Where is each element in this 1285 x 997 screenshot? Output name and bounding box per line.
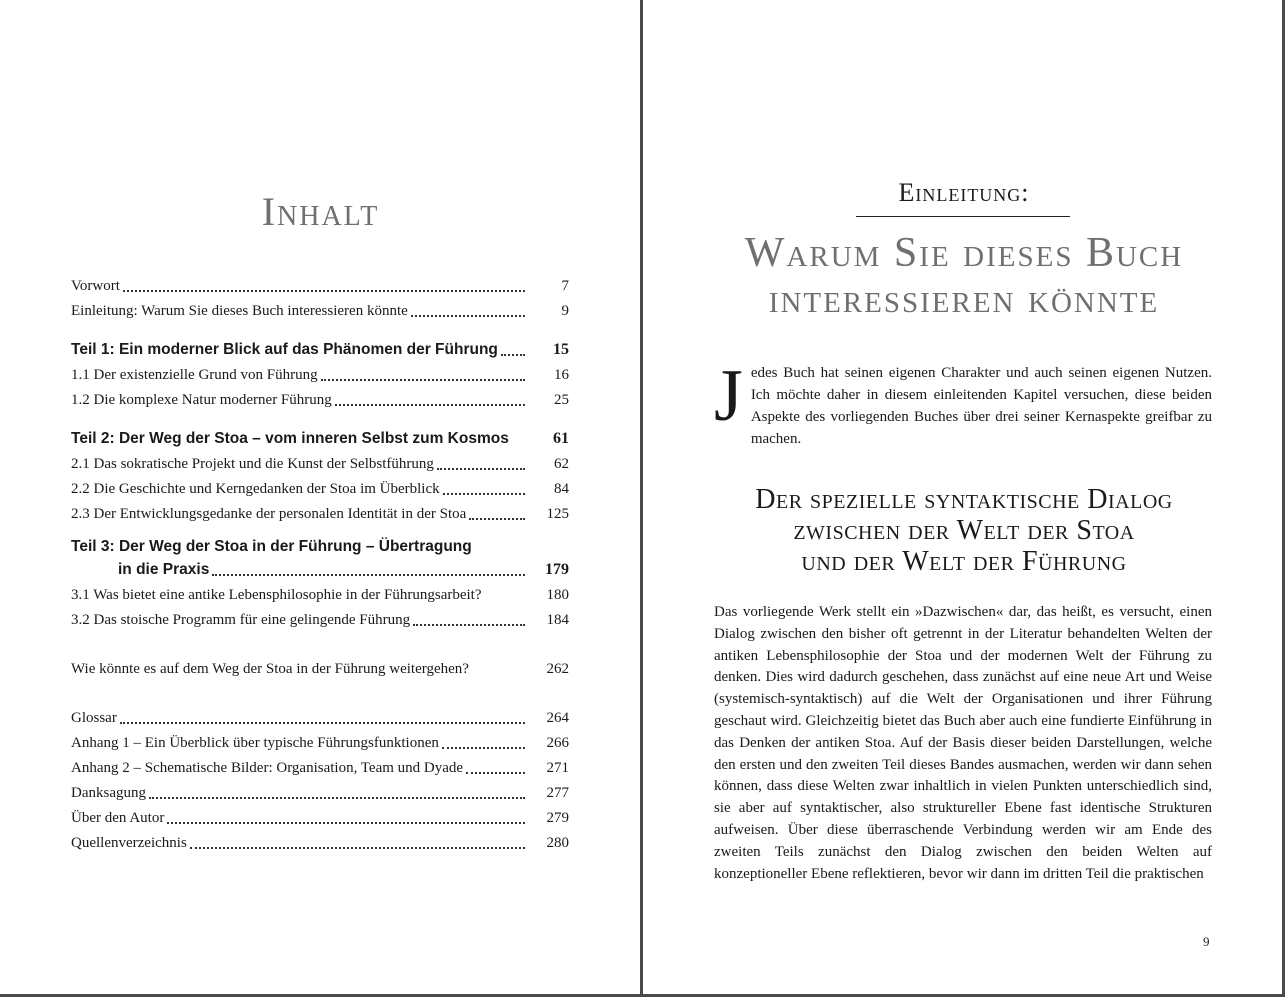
toc-entry-page: 15 bbox=[553, 341, 569, 358]
right-page bbox=[643, 0, 1285, 994]
section-title-line-1: Der spezielle syntaktische Dialog bbox=[755, 484, 1173, 515]
toc-entry-label: 2.1 Das sokratische Projekt und die Kunst der Selbstführung bbox=[71, 456, 434, 472]
chapter-title-line-1: Warum Sie dieses Buch bbox=[744, 230, 1184, 276]
section-title-line-3: und der Welt der Führung bbox=[801, 546, 1127, 577]
book-gutter bbox=[640, 0, 643, 997]
page-number: 9 bbox=[1203, 934, 1210, 949]
toc-entry-page: 280 bbox=[546, 835, 569, 851]
toc-entry-label: Wie könnte es auf dem Weg der Stoa in der Führung weitergehen? bbox=[71, 661, 469, 677]
toc-entry-teil-2[interactable] bbox=[71, 423, 569, 448]
toc-leader-dots bbox=[123, 276, 525, 292]
left-page bbox=[0, 0, 641, 994]
toc-leader-dots bbox=[443, 479, 525, 495]
chapter-title bbox=[643, 230, 1285, 322]
toc-entry-page: 9 bbox=[561, 303, 569, 319]
toc-leader-dots bbox=[472, 661, 525, 675]
toc-entry-1-1[interactable] bbox=[71, 359, 569, 384]
toc-entry-page: 125 bbox=[546, 506, 569, 522]
drop-cap: J bbox=[714, 355, 743, 437]
toc-entry-label: Anhang 1 – Ein Überblick über typische Führungsfunktionen bbox=[71, 735, 439, 751]
toc-entry-page: 271 bbox=[546, 760, 569, 776]
toc-entry-page: 7 bbox=[561, 278, 569, 294]
toc-entry-2-1[interactable] bbox=[71, 448, 569, 473]
toc-entry-teil-1[interactable] bbox=[71, 334, 569, 359]
toc-entry-label: Anhang 2 – Schematische Bilder: Organisation, Team und Dyade bbox=[71, 760, 464, 776]
toc-entry-2-3[interactable] bbox=[71, 498, 569, 523]
toc-leader-dots bbox=[413, 610, 525, 626]
toc-entry-ausblick[interactable] bbox=[71, 653, 569, 678]
toc-entry-page: 180 bbox=[546, 587, 569, 603]
toc-leader-dots bbox=[512, 431, 525, 445]
toc-entry-label: 2.2 Die Geschichte und Kerngedanken der Stoa im Überblick bbox=[71, 481, 440, 497]
toc-entry-anhang-2[interactable] bbox=[71, 752, 569, 777]
toc-entry-3-1[interactable] bbox=[71, 579, 569, 604]
toc-part-label: Teil 1: Ein moderner Blick auf das Phänomen der Führung bbox=[71, 341, 498, 358]
toc-entry-page: 266 bbox=[546, 735, 569, 751]
toc-entry-danksagung[interactable] bbox=[71, 777, 569, 802]
intro-paragraph bbox=[714, 355, 1212, 450]
toc-entry-label: 3.1 Was bietet eine antike Lebensphilosophie in der Führungsarbeit? bbox=[71, 587, 482, 603]
chapter-rule bbox=[856, 216, 1070, 217]
toc-leader-dots bbox=[485, 587, 526, 601]
toc-entry-label: Einleitung: Warum Sie dieses Buch interessieren könnte bbox=[71, 303, 408, 319]
toc-entry-label: Über den Autor bbox=[71, 810, 165, 826]
toc-entry-page: 262 bbox=[546, 661, 569, 677]
toc-entry-quellen[interactable] bbox=[71, 827, 569, 852]
toc-entry-label: Danksagung bbox=[71, 785, 146, 801]
table-of-contents bbox=[71, 270, 569, 852]
toc-entry-page: 25 bbox=[554, 392, 569, 408]
toc-entry-label: Quellenverzeichnis bbox=[71, 835, 187, 851]
toc-entry-label: 2.3 Der Entwicklungsgedanke der personalen Identität in der Stoa bbox=[71, 506, 467, 522]
toc-entry-2-2[interactable] bbox=[71, 473, 569, 498]
toc-leader-dots bbox=[335, 390, 525, 406]
toc-entry-page: 264 bbox=[546, 710, 569, 726]
toc-leader-dots bbox=[321, 365, 525, 381]
toc-entry-page: 84 bbox=[554, 481, 569, 497]
toc-entry-page: 277 bbox=[546, 785, 569, 801]
toc-entry-label: 1.1 Der existenzielle Grund von Führung bbox=[71, 367, 318, 383]
toc-leader-dots bbox=[120, 708, 525, 724]
toc-entry-einleitung[interactable] bbox=[71, 295, 569, 320]
section-title-line-2: zwischen der Welt der Stoa bbox=[793, 515, 1135, 546]
toc-leader-dots bbox=[212, 560, 525, 576]
toc-leader-dots bbox=[167, 808, 525, 824]
chapter-title-line-2: interessieren könnte bbox=[768, 276, 1160, 322]
toc-leader-dots bbox=[442, 733, 525, 749]
toc-entry-page: 62 bbox=[554, 456, 569, 472]
toc-entry-page: 179 bbox=[545, 561, 569, 578]
toc-entry-anhang-1[interactable] bbox=[71, 727, 569, 752]
toc-entry-3-2[interactable] bbox=[71, 604, 569, 629]
toc-entry-page: 16 bbox=[554, 367, 569, 383]
toc-leader-dots bbox=[466, 758, 525, 774]
section-title bbox=[643, 484, 1285, 577]
toc-entry-vorwort[interactable] bbox=[71, 270, 569, 295]
toc-title: Inhalt bbox=[261, 189, 380, 234]
toc-leader-dots bbox=[411, 301, 525, 317]
toc-leader-dots bbox=[469, 504, 525, 520]
toc-entry-autor[interactable] bbox=[71, 802, 569, 827]
toc-entry-teil-3[interactable] bbox=[71, 537, 569, 579]
toc-entry-1-2[interactable] bbox=[71, 384, 569, 409]
toc-leader-dots bbox=[190, 833, 525, 849]
toc-part-label: Teil 2: Der Weg der Stoa – vom inneren Selbst zum Kosmos bbox=[71, 430, 509, 447]
toc-leader-dots bbox=[149, 783, 525, 799]
toc-part-label: Teil 3: Der Weg der Stoa in der Führung – Übertragung bbox=[71, 538, 472, 555]
toc-leader-dots bbox=[501, 340, 525, 356]
toc-entry-label: 1.2 Die komplexe Natur moderner Führung bbox=[71, 392, 332, 408]
toc-entry-label: Glossar bbox=[71, 710, 117, 726]
toc-entry-label: Vorwort bbox=[71, 278, 120, 294]
toc-entry-label: 3.2 Das stoische Programm für eine gelingende Führung bbox=[71, 612, 411, 628]
toc-entry-page: 61 bbox=[553, 430, 569, 447]
body-paragraph: Das vorliegende Werk stellt ein »Dazwischen« dar, das heißt, es versucht, einen Dialog zwischen den bisher oft getrennt in der Literatur behandelten Welten der antiken Lebensphilosophie der Stoa und der modernen Welt der Führung zu denken. Dies wird dadurch geschehen, dass zunächst auf eine neue Art und Weise (systemisch-syntaktisch) auf die Welt der Organisationen und ihrer Führung geschaut wird. Gleichzeitig bietet das Buch aber auch eine fundierte Einführung in das Denken der antiken Stoa. Auf der Basis dieser beiden Darstellungen, welche den ersten und den zweiten Teil dieses Bandes ausmachen, werden wir dann sehen können, dass diese Welten zwar inhaltlich in vielen Punkten unterschiedlich sind, sie aber auf syntaktischer, also struktureller Ebene fast identische Strukturen aufweisen. Über diese überraschende Verbindung werden wir am Ende des zweiten Teils zunächst den Dialog zwischen den beiden Welten auf konzeptioneller Ebene reflektieren, bevor wir dann im dritten Teil die praktischen bbox=[714, 604, 1212, 882]
chapter-label: Einleitung: bbox=[898, 178, 1030, 207]
intro-text: edes Buch hat seinen eigenen Charakter und auch seinen eigenen Nutzen. Ich möchte daher in diesem einleitenden Kapitel versuchen, diese beiden Aspekte des vorliegenden Buches über drei seiner Kernaspekte greifbar zu machen. bbox=[750, 365, 1212, 447]
toc-leader-dots bbox=[437, 454, 525, 470]
toc-entry-glossar[interactable] bbox=[71, 702, 569, 727]
toc-part-label-continued: in die Praxis bbox=[118, 561, 210, 578]
toc-entry-page: 184 bbox=[546, 612, 569, 628]
toc-entry-page: 279 bbox=[546, 810, 569, 826]
